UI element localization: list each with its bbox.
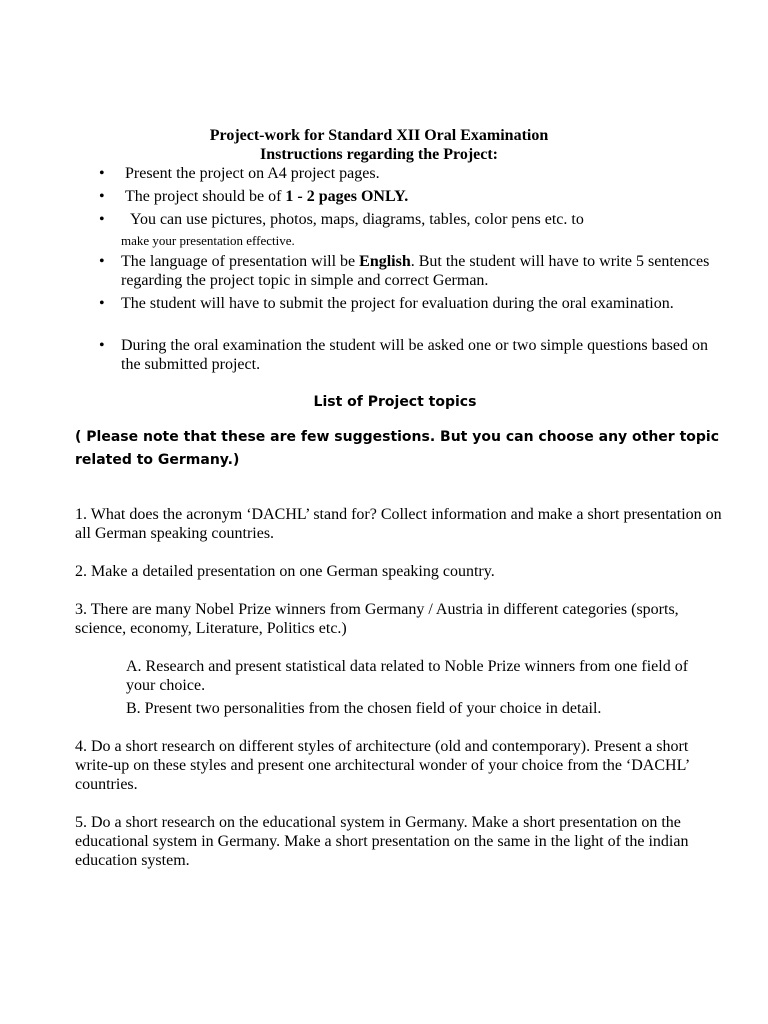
bullet-icon: • bbox=[99, 211, 105, 228]
topic-item: 2. Make a detailed presentation on one German speaking country. bbox=[75, 563, 495, 580]
topic-item: 3. There are many Nobel Prize winners from Germany / Austria in different categories (sports, science, economy, Literature, Politics etc.) bbox=[75, 601, 679, 637]
instruction-text-part: The language of presentation will be bbox=[121, 253, 360, 270]
instruction-text: During the oral examination the student will be asked one or two simple questions based on the submitted project. bbox=[121, 337, 708, 373]
subtopic-item: B. Present two personalities from the chosen field of your choice in detail. bbox=[126, 700, 602, 717]
topic-item: 1. What does the acronym ‘DACHL’ stand for? Collect information and make a short presentation on all German speaking countries. bbox=[75, 506, 722, 542]
instruction-emphasis: English bbox=[359, 253, 411, 270]
topic-item: 5. Do a short research on the educational system in Germany. Make a short presentation on the educational system in Germany. Make a short presentation on the same in the light of the indian education system. bbox=[75, 814, 689, 869]
instruction-text bbox=[121, 252, 721, 290]
instruction-emphasis: 1 - 2 pages ONLY. bbox=[285, 188, 409, 205]
instruction-text bbox=[125, 187, 725, 206]
instruction-text: The student will have to submit the project for evaluation during the oral examination. bbox=[121, 295, 674, 312]
bullet-icon: • bbox=[99, 337, 105, 354]
subtopic-item: A. Research and present statistical data related to Noble Prize winners from one field of your choice. bbox=[126, 658, 689, 694]
instruction-text: Present the project on A4 project pages. bbox=[125, 165, 380, 182]
instruction-text: You can use pictures, photos, maps, diagrams, tables, color pens etc. to bbox=[130, 211, 584, 228]
instruction-continuation: make your presentation effective. bbox=[121, 233, 295, 248]
bullet-icon: • bbox=[99, 188, 105, 205]
instruction-text-part: . But the student will have to write 5 sentences regarding the project topic in simple and correct German. bbox=[121, 253, 710, 289]
instruction-text-part: The project should be of bbox=[125, 188, 286, 205]
bullet-icon: • bbox=[99, 165, 105, 182]
bullet-icon: • bbox=[99, 295, 105, 312]
suggestion-note: ( Please note that these are few suggestions. But you can choose any other topic related to Germany.) bbox=[75, 429, 720, 468]
bullet-icon: • bbox=[99, 253, 105, 270]
instructions-heading: Instructions regarding the Project: bbox=[259, 146, 499, 163]
topic-item: 4. Do a short research on different styles of architecture (old and contemporary). Present a short write-up on these styles and present one architectural wonder of your choice from the ‘DACHL’ countries. bbox=[75, 738, 690, 793]
document-title: Project-work for Standard XII Oral Examination bbox=[209, 127, 549, 144]
topics-heading: List of Project topics bbox=[313, 394, 477, 410]
